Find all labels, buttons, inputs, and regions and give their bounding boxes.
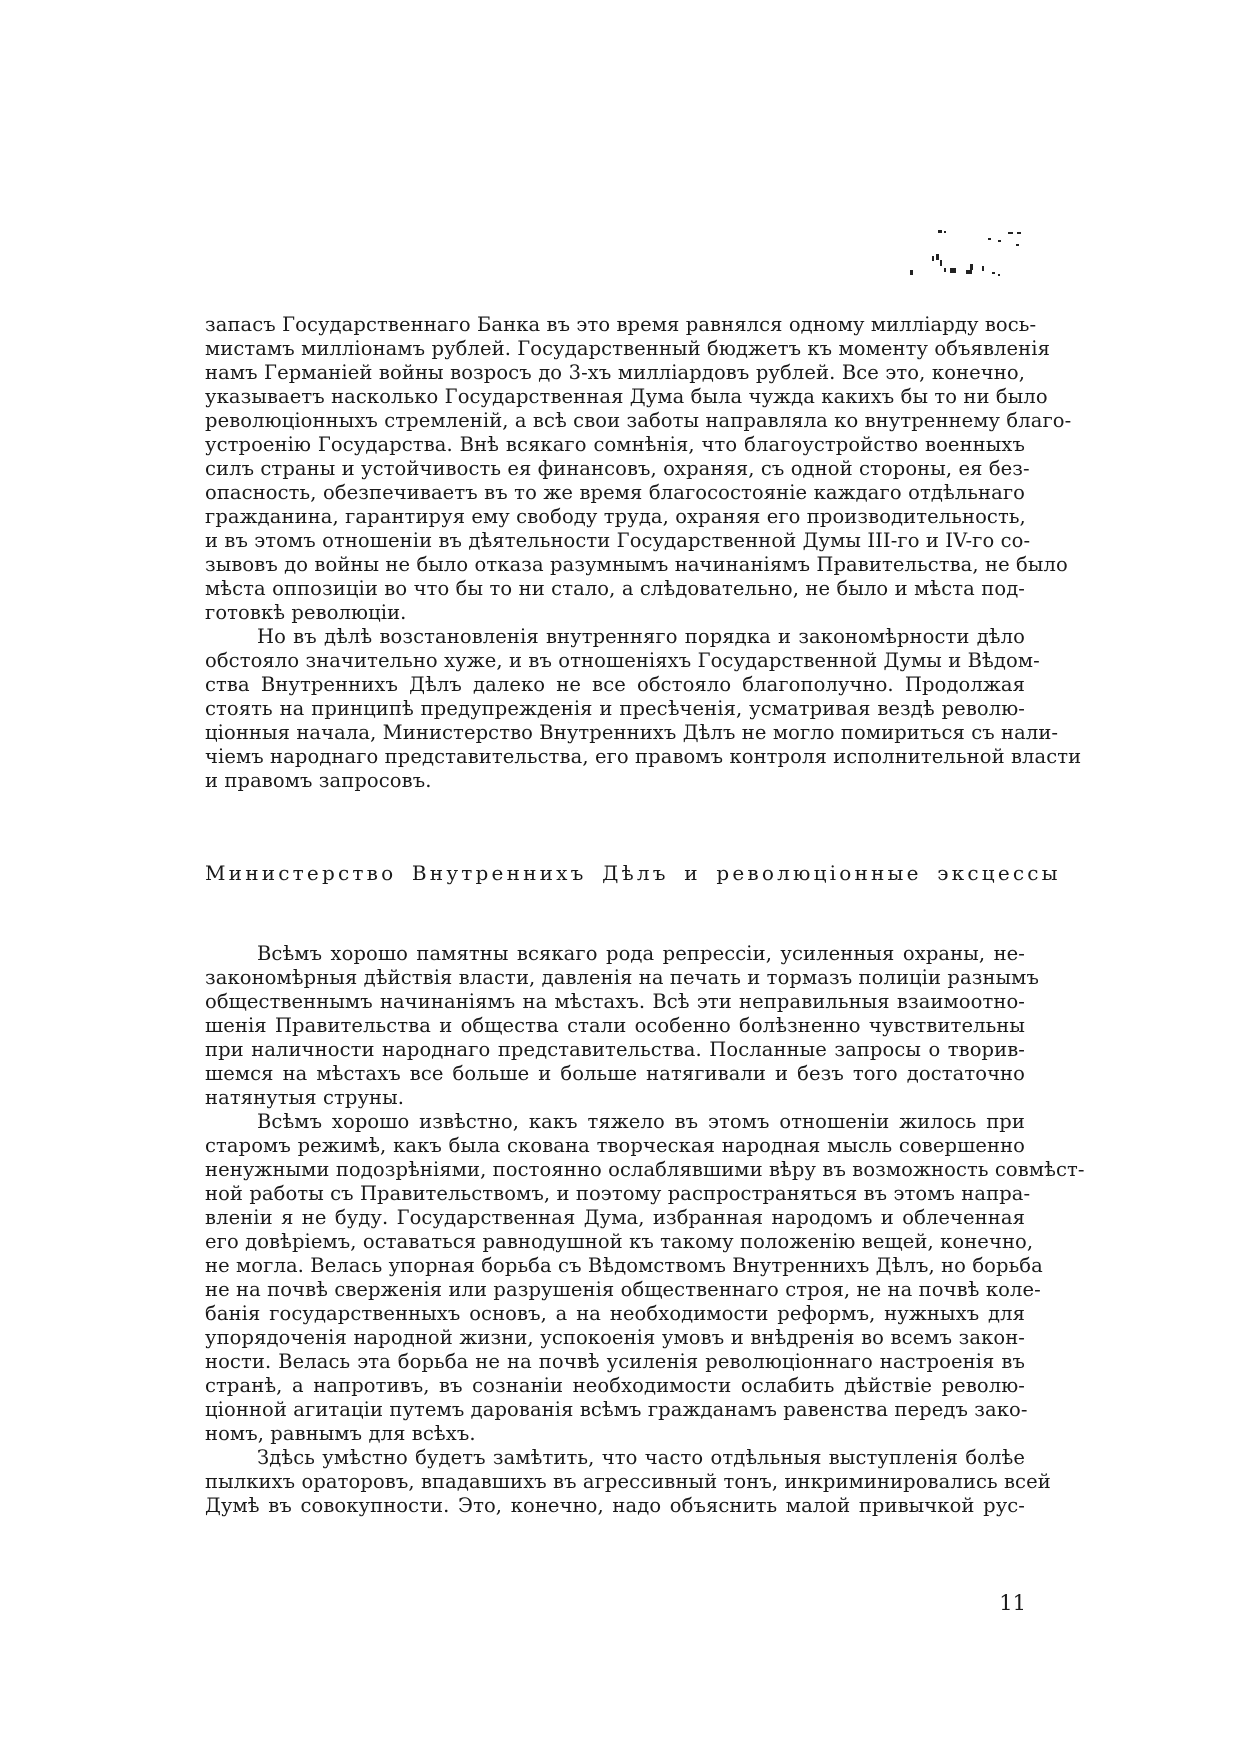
body-text-block-2 xyxy=(205,942,1085,1518)
text-line: при наличности народнаго представительства. Посланные запросы о творив- xyxy=(205,1038,1025,1061)
text-line: зывовъ до войны не было отказа разумнымъ начинаніямъ Правительства, не было xyxy=(205,553,1068,576)
scan-artifact-specks xyxy=(880,228,1040,318)
text-line: закономѣрныя дѣйствія власти, давленія на печать и тормазъ полиціи разнымъ xyxy=(205,966,1039,989)
text-line: его довѣріемъ, оставаться равнодушной къ такому положенію вещей, конечно, xyxy=(205,1230,1034,1253)
text-line: ненужными подозрѣніями, постоянно ослаблявшими вѣру въ возможность совмѣст- xyxy=(205,1158,1085,1181)
text-line: Думѣ въ совокупности. Это, конечно, надо объяснить малой привычкой рус- xyxy=(205,1494,1025,1517)
text-line: странѣ, а напротивъ, въ сознаніи необходимости ослабить дѣйствіе револю- xyxy=(205,1374,1025,1397)
text-line: пылкихъ ораторовъ, впадавшихъ въ агрессивный тонъ, инкриминировались всей xyxy=(205,1470,1051,1493)
text-line: упорядоченія народной жизни, успокоенія умовъ и внѣдренія во всемъ закон- xyxy=(205,1326,1025,1349)
text-line: номъ, равнымъ для всѣхъ. xyxy=(205,1422,476,1445)
text-line: запасъ Государственнаго Банка въ это время равнялся одному милліарду вось- xyxy=(205,313,1037,336)
text-line: старомъ режимѣ, какъ была скована творческая народная мысль совершенно xyxy=(205,1134,1025,1157)
text-line: Всѣмъ хорошо извѣстно, какъ тяжело въ этомъ отношеніи жилось при xyxy=(257,1110,1025,1133)
text-line: шемся на мѣстахъ все больше и больше натягивали и безъ того достаточно xyxy=(205,1062,1025,1085)
text-line: Здѣсь умѣстно будетъ замѣтить, что часто отдѣльныя выступленія болѣе xyxy=(257,1446,1025,1469)
text-line: устроенію Государства. Внѣ всякаго сомнѣнія, что благоустройство военныхъ xyxy=(205,433,1025,456)
text-line: опасность, обезпечиваетъ въ то же время благосостояніе каждаго отдѣльнаго xyxy=(205,481,1025,504)
text-line: мистамъ милліонамъ рублей. Государственный бюджетъ къ моменту объявленія xyxy=(205,337,1050,360)
text-line: ціонной агитаціи путемъ дарованія всѣмъ гражданамъ равенства передъ зако- xyxy=(205,1398,1028,1421)
text-line: Всѣмъ хорошо памятны всякаго рода репрессіи, усиленныя охраны, не- xyxy=(257,942,1025,965)
text-line: гражданина, гарантируя ему свободу труда, охраняя его производительность, xyxy=(205,505,1026,528)
section-heading: Министерство Внутреннихъ Дѣлъ и революціонные эксцессы xyxy=(205,861,1061,885)
text-line: силъ страны и устойчивость ея финансовъ, охраняя, съ одной стороны, ея без- xyxy=(205,457,1030,480)
text-line: натянутыя струны. xyxy=(205,1086,405,1109)
text-line: ности. Велась эта борьба не на почвѣ усиленія революціоннаго настроенія въ xyxy=(205,1350,1025,1373)
text-line: и правомъ запросовъ. xyxy=(205,769,432,792)
text-line: ціонныя начала, Министерство Внутреннихъ Дѣлъ не могло помириться съ нали- xyxy=(205,721,1059,744)
text-line: не на почвѣ сверженія или разрушенія общественнаго строя, не на почвѣ коле- xyxy=(205,1278,1041,1301)
text-line: стоять на принципѣ предупрежденія и пресѣченія, усматривая вездѣ револю- xyxy=(205,697,1025,720)
text-line: мѣста оппозиціи во что бы то ни стало, а слѣдовательно, не было и мѣста под- xyxy=(205,577,1025,600)
page-number: 11 xyxy=(999,1591,1026,1615)
text-line: и въ этомъ отношеніи въ дѣятельности Государственной Думы III-го и IV-го со- xyxy=(205,529,1031,552)
text-line: общественнымъ начинаніямъ на мѣстахъ. Всѣ эти неправильныя взаимоотно- xyxy=(205,990,1025,1013)
text-line: вленіи я не буду. Государственная Дума, избранная народомъ и облеченная xyxy=(205,1206,1025,1229)
text-line: Но въ дѣлѣ возстановленія внутренняго порядка и закономѣрности дѣло xyxy=(257,625,1025,648)
text-line: банія государственныхъ основъ, а на необходимости реформъ, нужныхъ для xyxy=(205,1302,1025,1325)
body-text-block-1 xyxy=(205,313,1082,793)
text-line: ства Внутреннихъ Дѣлъ далеко не все обстояло благополучно. Продолжая xyxy=(205,673,1025,696)
text-line: чіемъ народнаго представительства, его правомъ контроля исполнительной власти xyxy=(205,745,1082,768)
text-line: шенія Правительства и общества стали особенно болѣзненно чувствительны xyxy=(205,1014,1025,1037)
text-line: революціонныхъ стремленій, а всѣ свои заботы направляла ко внутреннему благо- xyxy=(205,409,1072,432)
text-line: намъ Германіей войны возросъ до 3-хъ милліардовъ рублей. Все это, конечно, xyxy=(205,361,1025,384)
text-line: обстояло значительно хуже, и въ отношеніяхъ Государственной Думы и Вѣдом- xyxy=(205,649,1040,672)
text-line: готовкѣ революціи. xyxy=(205,601,407,624)
text-line: указываетъ насколько Государственная Дума была чужда какихъ бы то ни было xyxy=(205,385,1048,408)
text-line: не могла. Велась упорная борьба съ Вѣдомствомъ Внутреннихъ Дѣлъ, но борьба xyxy=(205,1254,1043,1277)
text-line: ной работы съ Правительствомъ, и поэтому распространяться въ этомъ напра- xyxy=(205,1182,1031,1205)
